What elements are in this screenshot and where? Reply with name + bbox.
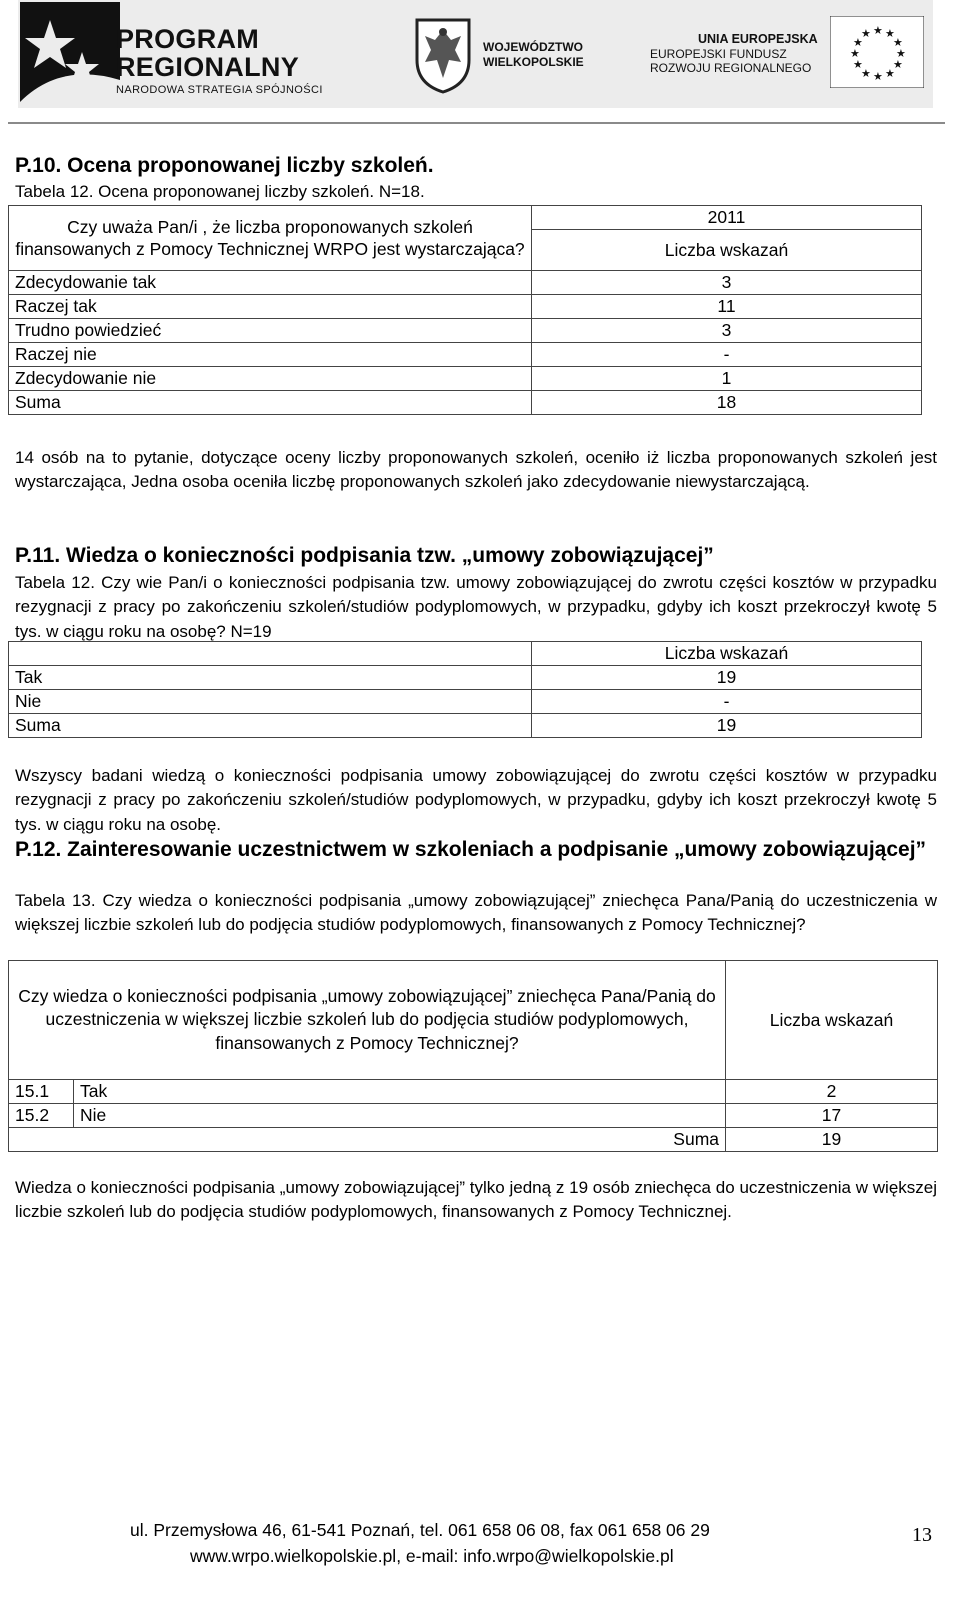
table-row: Tak 19 (9, 666, 922, 690)
svg-text:★: ★ (896, 47, 906, 60)
svg-text:★: ★ (873, 70, 883, 83)
eu-name: UNIA EUROPEJSKA (698, 32, 818, 46)
svg-text:★: ★ (853, 58, 863, 71)
table-row: 15.2 Nie 17 (9, 1104, 938, 1128)
svg-text:★: ★ (861, 27, 871, 40)
table-caption-12: Tabela 12. Ocena proponowanej liczby szkoleń. N=18. (15, 182, 425, 201)
header-banner (18, 0, 933, 108)
count-header-cell: Liczba wskazań (532, 642, 922, 666)
table-row: 15.1 Tak 2 (9, 1080, 938, 1104)
footer-contact: www.wrpo.wielkopolskie.pl, e-mail: info.wrpo@wielkopolskie.pl (190, 1546, 674, 1566)
region-name-1: WOJEWÓDZTWO (483, 40, 583, 54)
table-row: Suma 19 (9, 714, 922, 738)
svg-text:★: ★ (885, 67, 895, 80)
table-row: Raczej tak 11 (9, 295, 922, 319)
table-row: Suma 18 (9, 391, 922, 415)
table-contract-awareness (8, 641, 922, 738)
svg-text:★: ★ (893, 58, 903, 71)
section-heading-p11: P.11. Wiedza o konieczności podpisania tzw. „umowy zobowiązującej” (15, 544, 714, 567)
svg-text:★: ★ (850, 47, 860, 60)
year-header-cell: 2011 (532, 206, 922, 230)
table-row: Zdecydowanie tak 3 (9, 271, 922, 295)
program-subtitle: NARODOWA STRATEGIA SPÓJNOŚCI (116, 84, 323, 96)
region-name-2: WIELKOPOLSKIE (483, 55, 584, 69)
table-training-count-rating (8, 205, 922, 415)
section-heading-p10: P.10. Ocena proponowanej liczby szkoleń. (15, 154, 434, 177)
count-header-cell: Liczba wskazań (726, 961, 938, 1080)
table-caption-13: Tabela 13. Czy wiedza o konieczności podpisania „umowy zobowiązującej” zniechęca Pana/Panią do uczestniczenia w większej liczbie szkoleń lub do podjęcia studiów podyplomowych, finansowanych z Pomocy Technicznej? (15, 891, 937, 935)
eu-fund-2: ROZWOJU REGIONALNEGO (650, 61, 812, 75)
program-title: PROGRAM (116, 24, 260, 54)
svg-text:★: ★ (873, 24, 883, 37)
program-regionalny-logo-icon (20, 2, 120, 102)
question-header-cell: Czy wiedza o konieczności podpisania „umowy zobowiązującej” zniechęca Pana/Panią do uczestniczenia w większej liczbie szkoleń lub do podjęcia studiów podyplomowych, finansowanych z Pomocy Technicznej? (9, 961, 726, 1080)
question-header-cell: Czy uważa Pan/i , że liczba proponowanych szkoleń finansowanych z Pomocy Technicznej WRPO jest wystarczająca? (9, 206, 532, 271)
header-rule (8, 122, 945, 124)
footer-address: ul. Przemysłowa 46, 61-541 Poznań, tel. 061 658 06 08, fax 061 658 06 29 (130, 1520, 710, 1540)
count-header-cell: Liczba wskazań (532, 230, 922, 271)
paragraph-p10: 14 osób na to pytanie, dotyczące oceny liczby proponowanych szkoleń, oceniło iż liczba proponowanych szkoleń jest wystarczająca, Jedna osoba oceniła liczbę proponowanych szkoleń jako zdecydowanie niewystarczającą. (15, 448, 937, 492)
paragraph-p11: Wszyscy badani wiedzą o konieczności podpisania umowy zobowiązującej do zwrotu części kosztów w przypadku rezygnacji z pracy po zakończeniu szkoleń/studiów podyplomowych, w przypadku, gdyby ich koszt przekroczył kwotę 5 tys. w ciągu roku na osobę. (15, 766, 937, 834)
table-row: Suma 19 (9, 1128, 938, 1152)
table-row: Trudno powiedzieć 3 (9, 319, 922, 343)
page-number: 13 (912, 1524, 932, 1546)
table-row: Nie - (9, 690, 922, 714)
table-contract-discouragement (8, 960, 938, 1152)
svg-text:★: ★ (893, 36, 903, 49)
svg-text:★: ★ (885, 27, 895, 40)
program-title-2: REGIONALNY (116, 52, 300, 82)
table-row: Raczej nie - (9, 343, 922, 367)
table-row: Zdecydowanie nie 1 (9, 367, 922, 391)
table-caption-12b: Tabela 12. Czy wie Pan/i o konieczności podpisania tzw. umowy zobowiązującej do zwrotu części kosztów w przypadku rezygnacji z pracy po zakończeniu szkoleń/studiów podyplomowych, w przypadku, gdyby ich koszt przekroczył kwotę 5 tys. w ciągu roku na osobę? N=19 (15, 573, 937, 641)
eu-fund-1: EUROPEJSKI FUNDUSZ (650, 47, 787, 61)
section-heading-p12: P.12. Zainteresowanie uczestnictwem w szkoleniach a podpisanie „umowy zobowiązującej” (15, 838, 927, 861)
paragraph-p12: Wiedza o konieczności podpisania „umowy zobowiązującej” tylko jedną z 19 osób zniechęca do uczestniczenia w większej liczbie szkoleń lub do podjęcia studiów podyplomowych, finansowanych z Pomocy Technicznej. (15, 1178, 937, 1222)
svg-text:★: ★ (853, 36, 863, 49)
eu-flag-icon (830, 16, 924, 88)
coat-of-arms-icon (413, 16, 473, 94)
svg-text:★: ★ (861, 67, 871, 80)
